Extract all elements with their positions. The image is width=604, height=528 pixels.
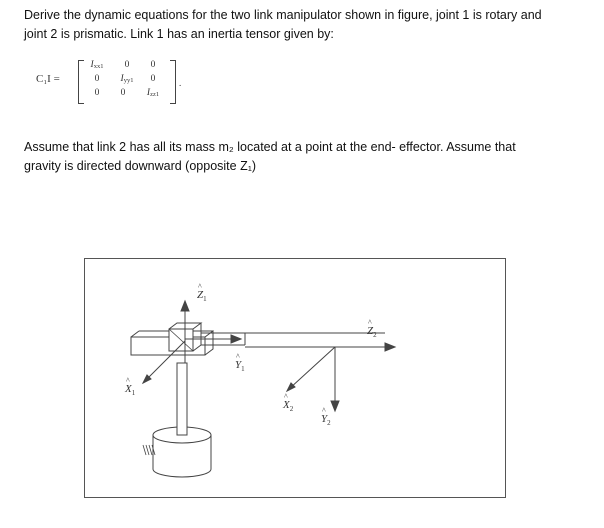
label-y1: ^ $Y_1$ xyxy=(235,359,245,373)
x2-axis xyxy=(287,347,335,391)
assumption-line-1: Assume that link 2 has all its mass m₂ located at a point at the end- effector. Assume that xyxy=(24,140,516,154)
assumption-line-2: gravity is directed downward (opposite Z₁) xyxy=(24,159,257,173)
manipulator-figure xyxy=(84,258,506,498)
intro-line-2: joint 2 is prismatic. Link 1 has an inertia tensor given by: xyxy=(24,27,334,41)
matrix-cell-0-2: 0 xyxy=(150,60,156,70)
label-x1: ^ $X_1$ xyxy=(125,383,135,397)
matrix-cell-2-1: 0 xyxy=(120,88,126,98)
matrix-cell-0-1: 0 xyxy=(124,60,130,70)
problem-statement xyxy=(24,6,584,44)
label-z1: ^ $Z_1$ xyxy=(197,289,207,303)
label-y2: ^ $Y_2$ xyxy=(321,413,331,427)
inertia-tensor-lhs: C₁I = xyxy=(36,73,60,85)
z2-axis xyxy=(335,343,395,351)
manipulator-drawing xyxy=(85,259,505,497)
assumption-statement xyxy=(24,138,584,176)
matrix-right-bracket xyxy=(170,60,176,104)
matrix-trailing-period: . xyxy=(179,78,182,88)
matrix-cell-1-2: 0 xyxy=(150,74,156,84)
y2-axis xyxy=(331,347,339,411)
inertia-tensor-equation xyxy=(36,58,196,106)
matrix-cell-2-2: $I_{zz1}$ xyxy=(146,88,160,98)
vertical-link xyxy=(177,363,187,435)
label-x2: ^ $X_2$ xyxy=(283,399,293,413)
intro-line-1: Derive the dynamic equations for the two link manipulator shown in figure, joint 1 is rotary and xyxy=(24,8,542,22)
matrix-cell-0-0: $I_{xx1}$ xyxy=(90,60,104,70)
matrix-cell-1-0: 0 xyxy=(94,74,100,84)
matrix-cell-1-1: $I_{yy1}$ xyxy=(120,74,134,84)
label-z2: ^ $Z_2$ xyxy=(367,325,377,339)
matrix-cell-2-0: 0 xyxy=(94,88,100,98)
